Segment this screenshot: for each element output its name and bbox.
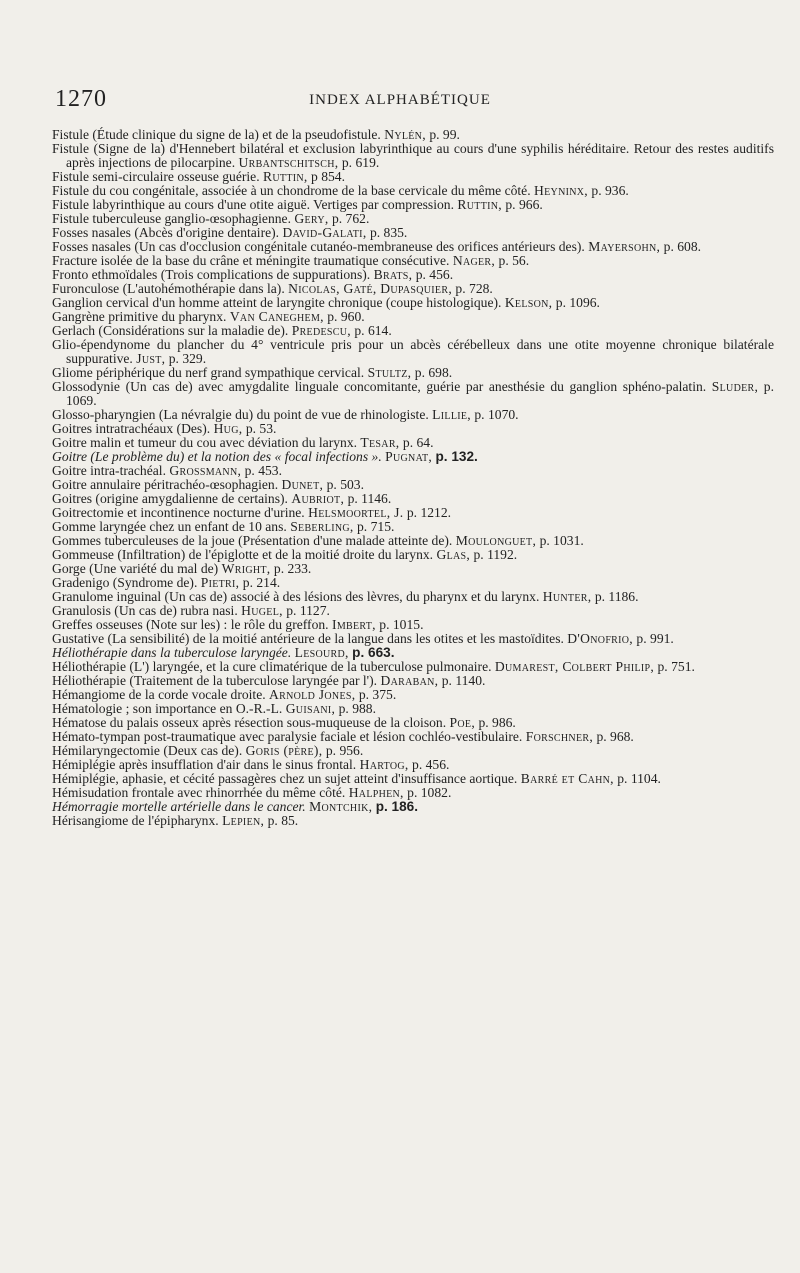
entry-page-ref: p. 1096. [555, 295, 600, 310]
entry-subject: Goitrectomie et incontinence nocturne d'urine. [52, 505, 305, 520]
entry-page-ref: p. 988. [338, 701, 376, 716]
page-header [0, 86, 800, 116]
entry-author: Heyninx, [534, 183, 588, 198]
entry-subject: Glossodynie (Un cas de) avec amygdalite linguale concomitante, guérie par anesthésie du ganglion sphéno-palatin. [52, 379, 707, 394]
entry-subject: Gomme laryngée chez un enfant de 10 ans. [52, 519, 287, 534]
entry-subject: Fronto ethmoïdales (Trois complications de suppurations). [52, 267, 371, 282]
entry-author: Sluder, [711, 379, 759, 394]
entry-page-ref: p. 453. [244, 463, 282, 478]
entry-page-ref: p. 608. [663, 239, 702, 254]
index-entry [52, 379, 774, 408]
entry-subject: Glosso-pharyngien (La névralgie du) du point de vue de rhinologiste. [52, 407, 429, 422]
entry-page-ref: p. 503. [326, 477, 364, 492]
entry-author: Seberling, [290, 519, 354, 534]
index-entry [52, 295, 774, 310]
entry-author: Nicolas, Gaté, Dupasquier, [288, 281, 453, 296]
index-entry [52, 771, 774, 786]
index-entry [52, 673, 774, 688]
entry-author: Pugnat, [385, 449, 433, 464]
index-entry [52, 141, 774, 170]
index-entry [52, 533, 774, 548]
entry-page-ref: p. 614. [354, 323, 392, 338]
entry-page-ref: p. 56. [498, 253, 530, 268]
entry-page-ref: p. 619. [341, 155, 380, 170]
entry-page-ref: p. 751. [657, 659, 695, 674]
entry-author: Pietri, [200, 575, 240, 590]
entry-page-ref: p. 1212. [406, 505, 452, 520]
entry-subject: Goitre malin et tumeur du cou avec déviation du larynx. [52, 435, 358, 450]
entry-author: Guisani, [285, 701, 336, 716]
index-entry [52, 617, 774, 632]
entry-subject: Glio-épendynome du plancher du 4° ventricule pris pour un abcès cérébelleux dans une otite moyenne chronique bilatérale suppurative. [52, 337, 774, 366]
entry-subject: Goitre annulaire péritrachéo-œsophagien. [52, 477, 279, 492]
entry-subject: Gliome périphérique du nerf grand sympathique cervical. [52, 365, 365, 380]
entry-author: Nylén, [384, 127, 426, 142]
entry-subject: Fistule semi-circulaire osseuse guérie. [52, 169, 260, 184]
entry-author: Poe, [449, 715, 476, 730]
index-entry [52, 169, 774, 184]
index-entry [52, 575, 774, 590]
entry-page-ref: p. 214. [242, 575, 281, 590]
entry-page-ref: p. 715. [357, 519, 395, 534]
entry-page-ref: p. 956. [325, 743, 364, 758]
index-entry [52, 659, 774, 674]
entry-author: Dunet, [281, 477, 324, 492]
entry-author: Daraban, [380, 673, 439, 688]
entry-page-ref: p. 698. [414, 365, 453, 380]
entry-author: Moulonguet, [455, 533, 537, 548]
index-entry [52, 435, 774, 450]
entry-subject: Hémangiome de la corde vocale droite. [52, 687, 266, 702]
entry-author: Van Caneghem, [229, 309, 324, 324]
entry-subject: Héliothérapie (Traitement de la tuberculose laryngée par l'). [52, 673, 378, 688]
entry-page-ref: p. 1015. [379, 617, 424, 632]
entry-subject: Hémiplégie, aphasie, et cécité passagères chez un sujet atteint d'insuffisance aortique. [52, 771, 518, 786]
entry-subject: Gommes tuberculeuses de la joue (Présentation d'une malade atteinte de). [52, 533, 453, 548]
index-entry [52, 561, 774, 576]
entry-subject: Goitre intra-trachéal. [52, 463, 166, 478]
index-entry [52, 127, 774, 142]
entry-author: David-Galati, [282, 225, 367, 240]
entry-author: Gery, [294, 211, 329, 226]
index-entry [52, 743, 774, 758]
entry-author: Montchik, [309, 799, 373, 814]
index-entry [52, 589, 774, 604]
entry-subject: Furonculose (L'autohémothérapie dans la). [52, 281, 285, 296]
index-entry [52, 211, 774, 226]
entry-subject: Fistule labyrinthique au cours d'une otite aiguë. Vertiges par compression. [52, 197, 454, 212]
entry-author: Lesourd, [294, 645, 349, 660]
entry-subject: Fistule (Étude clinique du signe de la) et de la pseudofistule. [52, 127, 381, 142]
entry-page-ref: p. 132. [435, 449, 478, 464]
entry-subject: Greffes osseuses (Note sur les) : le rôle du greffon. [52, 617, 329, 632]
entry-subject: Fistule du cou congénitale, associée à un chondrome de la base cervicale du même côté. [52, 183, 531, 198]
index-entry [52, 631, 774, 646]
entry-page-ref: p. 991. [636, 631, 674, 646]
entry-subject: Fracture isolée de la base du crâne et méningite traumatique consécutive. [52, 253, 450, 268]
entry-subject: Ganglion cervical d'un homme atteint de laryngite chronique (coupe histologique). [52, 295, 502, 310]
entry-subject: Hémiplégie après insufflation d'air dans le sinus frontal. [52, 757, 357, 772]
entry-page-ref: p. 1104. [617, 771, 661, 786]
index-entry [52, 197, 774, 212]
entry-page-ref: p. 1146. [347, 491, 392, 506]
entry-subject: Hémorragie mortelle artérielle dans le cancer. [52, 799, 306, 814]
index-entry [52, 267, 774, 282]
index-entry [52, 337, 774, 366]
entry-author: Stultz, [367, 365, 412, 380]
entry-page-ref: p. 1031. [539, 533, 584, 548]
running-title: INDEX ALPHABÉTIQUE [309, 92, 491, 108]
entry-author: Imbert, [332, 617, 376, 632]
index-entry [52, 253, 774, 268]
entry-page-ref: p. 728. [455, 281, 493, 296]
entry-page-ref: p. 1192. [473, 547, 518, 562]
index-entry [52, 365, 774, 380]
entry-subject: Fistule tuberculeuse ganglio-œsophagienne. [52, 211, 291, 226]
index-entry [52, 729, 774, 744]
entry-page-ref: p. 456. [412, 757, 450, 772]
entry-subject: Gorge (Une variété du mal de) [52, 561, 219, 576]
entry-author: Lepien, [222, 813, 265, 828]
page-number: 1270 [55, 86, 107, 112]
entry-page-ref: p. 966. [505, 197, 543, 212]
index-entry [52, 309, 774, 324]
entry-author: Hunter, [542, 589, 592, 604]
entry-subject: Gangrène primitive du pharynx. [52, 309, 227, 324]
entry-subject: Gradenigo (Syndrome de). [52, 575, 198, 590]
index-entry [52, 323, 774, 338]
entry-subject: Goitres (origine amygdalienne de certains). [52, 491, 288, 506]
entry-author: Hugel, [241, 603, 283, 618]
entry-subject: Hémato-tympan post-traumatique avec paralysie faciale et lésion cochléo-vestibulaire. [52, 729, 523, 744]
entry-page-ref: p. 762. [331, 211, 370, 226]
index-entry [52, 463, 774, 478]
entry-author: Kelson, [504, 295, 553, 310]
index-entry [52, 421, 774, 436]
entry-author: Just, [136, 351, 166, 366]
index-entry [52, 799, 774, 814]
entry-author: Hug, [213, 421, 243, 436]
entry-author: Ruttin, [457, 197, 502, 212]
index-entry [52, 449, 774, 464]
entry-author: Halphen, [348, 785, 404, 800]
entry-subject: Gerlach (Considérations sur la maladie de). [52, 323, 289, 338]
entry-subject: Gommeuse (Infiltration) de l'épiglotte et de la moitié droite du larynx. [52, 547, 434, 562]
index-entry [52, 785, 774, 800]
entry-author: Goris (père), [245, 743, 323, 758]
entry-subject: Héliothérapie dans la tuberculose laryngée. [52, 645, 292, 660]
index-entry [52, 813, 774, 828]
entry-subject: Granulome inguinal (Un cas de) associé à des lésions des lèvres, du pharynx et du larynx. [52, 589, 540, 604]
entry-page-ref: p. 1070. [474, 407, 519, 422]
entry-page-ref: p. 186. [375, 799, 419, 814]
entry-page-ref: p. 375. [358, 687, 397, 702]
entry-page-ref: p. 936. [591, 183, 629, 198]
entry-page-ref: p. 1069. [66, 379, 774, 408]
entry-author: Barré et Cahn, [520, 771, 614, 786]
entry-page-ref: p. 1140. [441, 673, 486, 688]
entry-page-ref: p. 233. [273, 561, 312, 576]
entry-author: Hartog, [359, 757, 409, 772]
entry-author: Wright, [221, 561, 271, 576]
entry-subject: Fosses nasales (Un cas d'occlusion congénitale cutanéo-membraneuse des orifices antérieurs des). [52, 239, 585, 254]
entry-page-ref: p. 986. [478, 715, 516, 730]
entry-subject: Fosses nasales (Abcès d'origine dentaire). [52, 225, 280, 240]
entry-subject: Héliothérapie (L') laryngée, et la cure climatérique de la tuberculose pulmonaire. [52, 659, 492, 674]
entry-page-ref: p. 53. [245, 421, 277, 436]
entry-page-ref: p. 663. [352, 645, 395, 660]
index-entry [52, 239, 774, 254]
entry-page-ref: p. 64. [402, 435, 434, 450]
index-entry [52, 757, 774, 772]
entry-author: Tesar, [360, 435, 400, 450]
entry-author: Brats, [373, 267, 413, 282]
index-entry [52, 701, 774, 716]
entry-subject: Hémilaryngectomie (Deux cas de). [52, 743, 243, 758]
entry-subject: Fistule (Signe de la) d'Hennebert bilatéral et exclusion labyrinthique au cours d'une syphilis héréditaire. Retour des restes auditifs après injections de pilocarpine. [52, 141, 774, 170]
entry-author: Grossmann, [169, 463, 242, 478]
entry-subject: Gustative (La sensibilité) de la moitié antérieure de la langue dans les otites et les mastoïdites. [52, 631, 564, 646]
entry-page-ref: p. 85. [267, 813, 299, 828]
index-entry [52, 477, 774, 492]
entry-author: Dumarest, Colbert Philip, [494, 659, 655, 674]
entry-page-ref: p. 1127. [286, 603, 330, 618]
entry-subject: Goitres intratrachéaux (Des). [52, 421, 211, 436]
entry-author: Helsmoortel, J. [308, 505, 404, 520]
entry-page-ref: p. 456. [415, 267, 454, 282]
entry-page-ref: p. 1082. [407, 785, 452, 800]
index-entry [52, 183, 774, 198]
entry-author: Mayersohn, [588, 239, 661, 254]
index-entry [52, 225, 774, 240]
entry-subject: Hémisudation frontale avec rhinorrhée du même côté. [52, 785, 346, 800]
entry-author: Forschner, [525, 729, 594, 744]
index-entry [52, 505, 774, 520]
index-entry [52, 645, 774, 660]
entry-author: Aubriot, [291, 491, 345, 506]
entry-page-ref: p. 968. [596, 729, 634, 744]
entry-subject: Hématose du palais osseux après résection sous-muqueuse de la cloison. [52, 715, 447, 730]
entry-author: Ruttin, [263, 169, 308, 184]
entry-subject: Goitre (Le problème du) et la notion des « focal infections ». [52, 449, 382, 464]
index-entries [52, 128, 774, 828]
entry-author: Glas, [436, 547, 471, 562]
entry-author: Lillie, [432, 407, 471, 422]
entry-page-ref: p. 1186. [594, 589, 639, 604]
index-entry [52, 715, 774, 730]
index-entry [52, 547, 774, 562]
entry-author: Urbantschitsch, [238, 155, 339, 170]
entry-author: Arnold Jones, [269, 687, 356, 702]
index-entry [52, 407, 774, 422]
entry-subject: Hématologie ; son importance en O.-R.-L. [52, 701, 283, 716]
entry-page-ref: p. 835. [369, 225, 408, 240]
entry-author: Nager, [452, 253, 496, 268]
entry-subject: Granulosis (Un cas de) rubra nasi. [52, 603, 238, 618]
entry-page-ref: p. 99. [429, 127, 460, 142]
index-entry [52, 281, 774, 296]
entry-subject: Hérisangiome de l'épipharynx. [52, 813, 219, 828]
index-entry [52, 603, 774, 618]
entry-author: D'Onofrio, [567, 631, 634, 646]
entry-page-ref: p. 960. [327, 309, 365, 324]
index-entry [52, 491, 774, 506]
entry-page-ref: p. 329. [168, 351, 207, 366]
index-entry [52, 519, 774, 534]
entry-page-ref: p 854. [311, 169, 345, 184]
entry-author: Predescu, [291, 323, 351, 338]
index-entry [52, 687, 774, 702]
